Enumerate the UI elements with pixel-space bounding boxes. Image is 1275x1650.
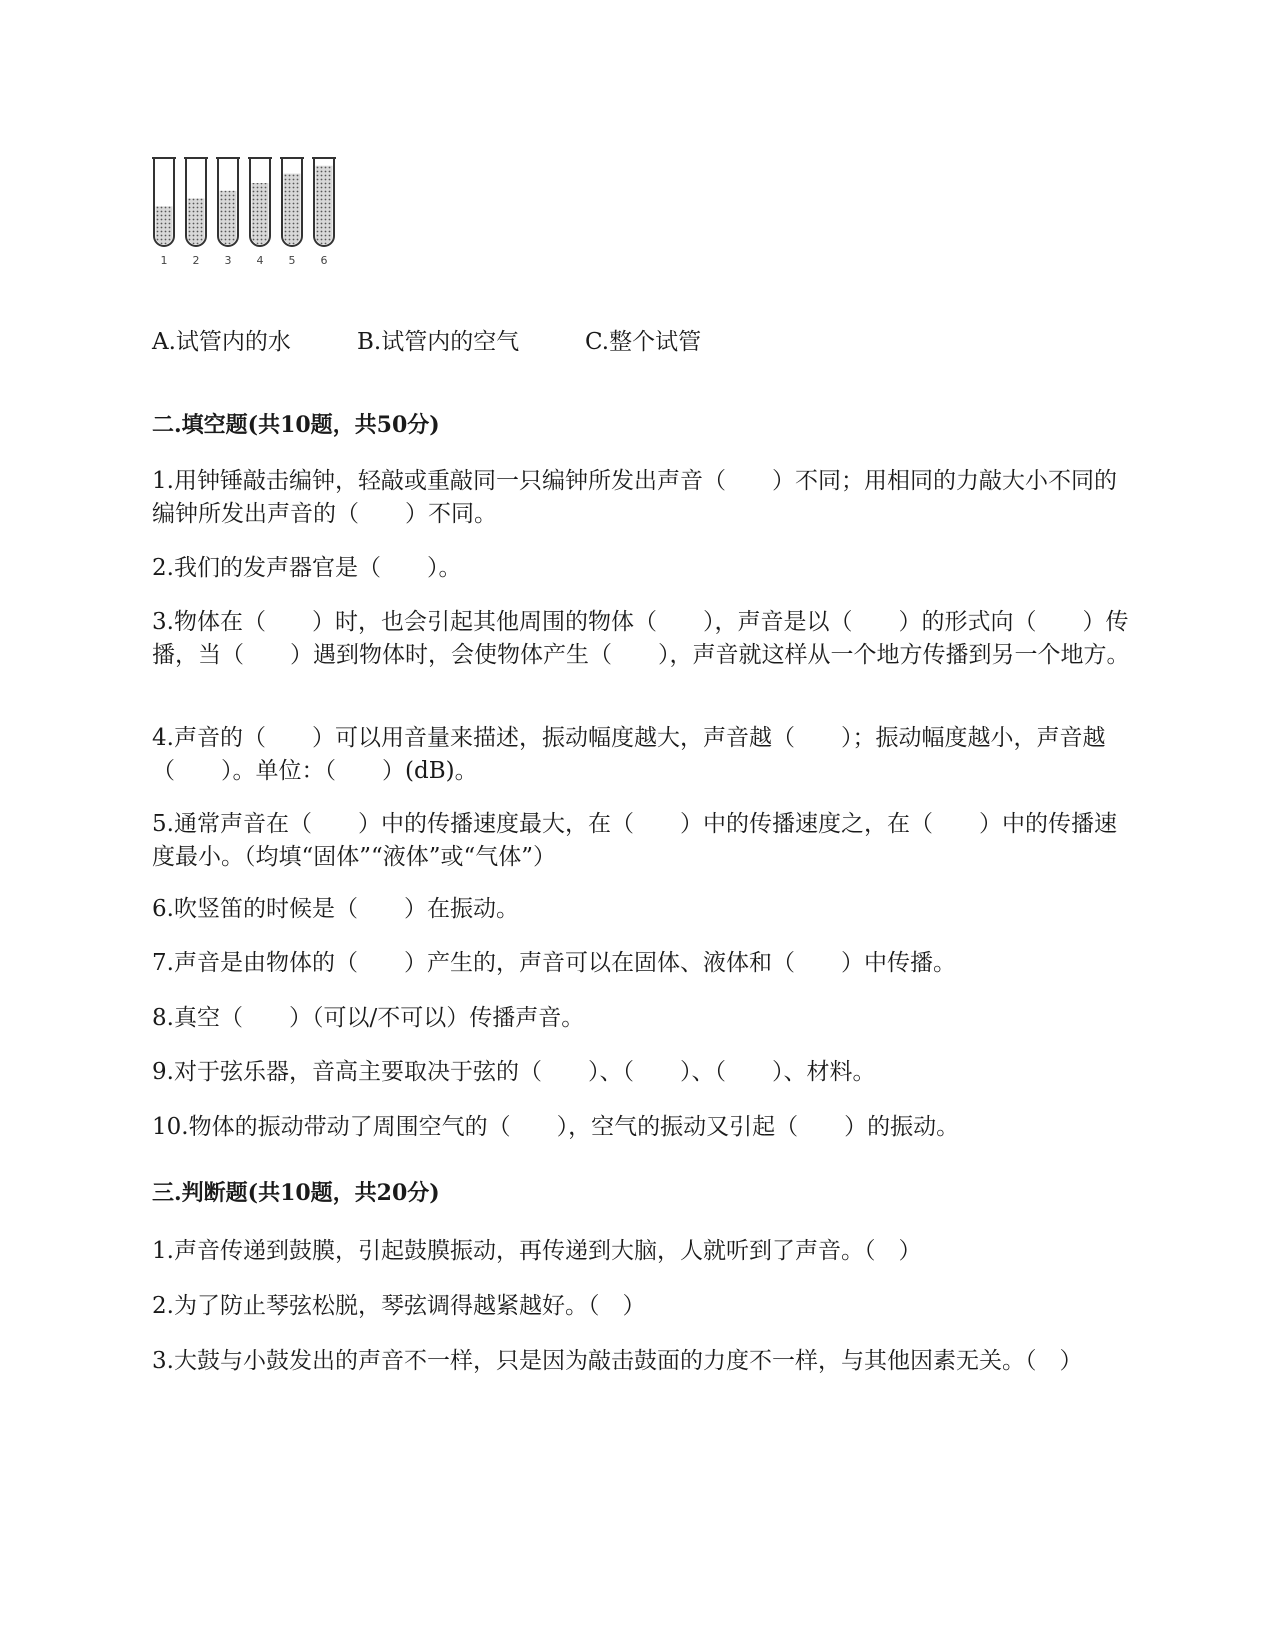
fill-question-10: 10.物体的振动带动了周围空气的（ ），空气的振动又引起（ ）的振动。 [152, 1114, 960, 1140]
tube-water-6 [316, 166, 333, 245]
option-a: A.试管内的水 [152, 329, 291, 355]
fill-question-5: 5.通常声音在（ ）中的传播速度最大，在（ ）中的传播速度之，在（ ）中的传播速度最小。（均填“固体”“液体”或“气体”） [152, 811, 1117, 870]
tube-label-6: 6 [320, 254, 328, 267]
tube-water-2 [188, 199, 205, 245]
section-2-title: 二.填空题(共10题，共50分) [152, 412, 440, 438]
tube-water-1 [156, 206, 173, 244]
fill-question-9: 9.对于弦乐器，音高主要取决于弦的（ ）、（ ）、（ ）、材料。 [152, 1059, 876, 1085]
tube-water-4 [252, 183, 269, 245]
tube-label-4: 4 [256, 254, 264, 267]
fill-question-2: 2.我们的发声器官是（ ）。 [152, 555, 462, 581]
judge-question-3: 3.大鼓与小鼓发出的声音不一样，只是因为敲击鼓面的力度不一样，与其他因素无关。（ ） [152, 1348, 1083, 1374]
tube-label-5: 5 [288, 254, 296, 267]
fill-question-4: 4.声音的（ ）可以用音量来描述，振动幅度越大，声音越（ ）；振动幅度越小，声音越（ ）。单位：（ ）(dB)。 [152, 725, 1106, 784]
test-tube-3 [216, 158, 240, 267]
tube-water-5 [284, 174, 301, 245]
option-b: B.试管内的空气 [357, 329, 520, 355]
judge-question-1: 1.声音传递到鼓膜，引起鼓膜振动，再传递到大脑，人就听到了声音。（ ） [152, 1238, 922, 1264]
fill-question-8: 8.真空（ ）（可以/不可以）传播声音。 [152, 1005, 585, 1031]
fill-question-6: 6.吹竖笛的时候是（ ）在振动。 [152, 896, 519, 922]
fill-question-7: 7.声音是由物体的（ ）产生的，声音可以在固体、液体和（ ）中传播。 [152, 950, 956, 976]
option-c: C.整个试管 [585, 329, 702, 355]
test-tube-5 [280, 158, 304, 267]
fill-question-3: 3.物体在（ ）时，也会引起其他周围的物体（ ），声音是以（ ）的形式向（ ）传播，当（ ）遇到物体时，会使物体产生（ ），声音就这样从一个地方传播到另一个地方。 [152, 609, 1130, 668]
tube-water-3 [220, 191, 237, 245]
test-tube-1 [152, 158, 176, 267]
judge-question-2: 2.为了防止琴弦松脱，琴弦调得越紧越好。（ ） [152, 1293, 646, 1319]
tube-label-2: 2 [192, 254, 200, 267]
test-tube-2 [184, 158, 208, 267]
test-tube-4 [248, 158, 272, 267]
test-tube-6 [312, 158, 336, 267]
fill-question-1: 1.用钟锤敲击编钟，轻敲或重敲同一只编钟所发出声音（ ）不同；用相同的力敲大小不同的编钟所发出声音的（ ）不同。 [152, 468, 1117, 527]
section-3-title: 三.判断题(共10题，共20分) [152, 1180, 440, 1206]
tube-label-3: 3 [224, 254, 232, 267]
test-tubes-figure [148, 150, 358, 270]
answer-options [152, 323, 701, 356]
tube-label-1: 1 [160, 254, 168, 267]
